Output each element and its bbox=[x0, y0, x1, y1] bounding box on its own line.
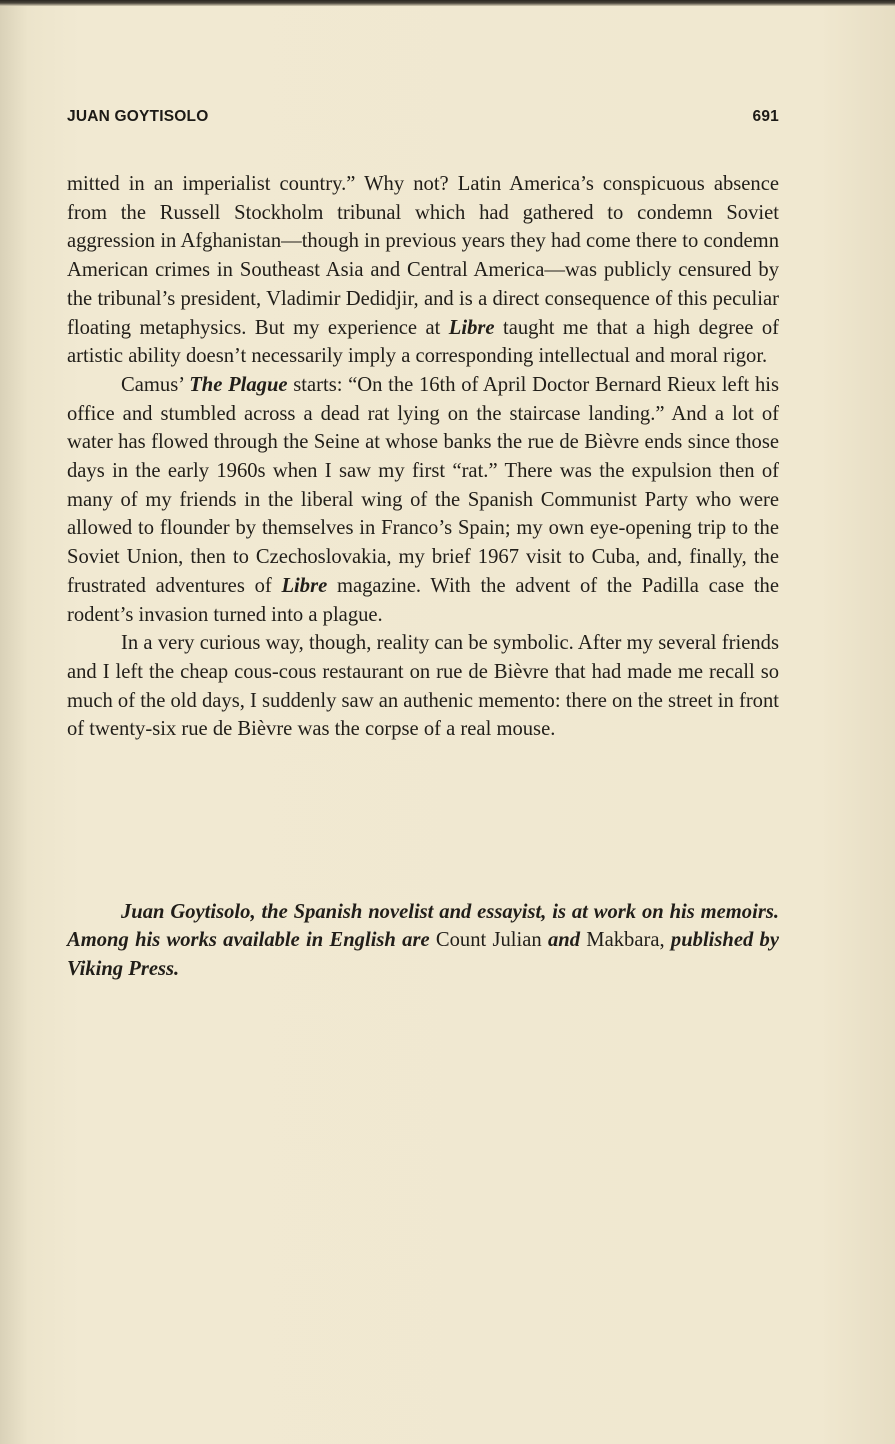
plague-title: The Plague bbox=[189, 373, 288, 396]
page-header bbox=[67, 108, 779, 134]
paragraph-1-text-b: taught me that a high degree of artistic ability doesn’t necessarily imply a corresponding intellectual and moral rigor. bbox=[67, 316, 779, 368]
libre-title-2: Libre bbox=[281, 574, 328, 597]
paragraph-2-text-a: Camus’ bbox=[121, 373, 190, 396]
libre-title-1: Libre bbox=[448, 316, 495, 339]
author-bio-text-b: published by Viking Press. bbox=[67, 929, 779, 980]
article-body bbox=[67, 170, 779, 744]
book-title-count-julian: Count Julian bbox=[435, 929, 542, 952]
page-number: 691 bbox=[752, 108, 779, 125]
paragraph-1 bbox=[67, 170, 779, 371]
paragraph-2-text-b: starts: “On the 16th of April Doctor Bernard Rieux left his office and stumbled across a dead rat lying on the staircase landing.” And a lot of water has flowed through the Seine at whose banks the rue de Bièvre ends since those days in the early 1960s when I saw my first “rat.” There was the expulsion then of many of my friends in the liberal wing of the Spanish Communist Party who were allowed to flounder by themselves in Franco’s Spain; my own eye-opening trip to the Soviet Union, then to Czechoslovakia, my brief 1967 visit to Cuba, and, finally, the frustrated adventures of bbox=[67, 373, 779, 597]
paragraph-3: In a very curious way, though, reality can be symbolic. After my several friends and I left the cheap cous-cous restaurant on rue de Bièvre that had made me recall so much of the old days, I suddenly saw an authenic memento: there on the street in front of twenty-six rue de Bièvre was the corpse of a real mouse. bbox=[67, 632, 780, 741]
author-bio-text-a: Juan Goytisolo, the Spanish novelist and essayist, is at work on his memoirs. Among his works available in English are bbox=[67, 900, 779, 952]
paragraph-1-text-a: mitted in an imperialist country.” Why not? Latin America’s conspicuous absence from the Russell Stockholm tribunal which had gathered to condemn Soviet aggression in Afghanistan—though in previous years they had come there to condemn American crimes in Southeast Asia and Central America—was publicly censured by the tribunal’s president, Vladimir Dedidjir, and is a direct consequence of this peculiar floating metaphysics. But my experience at bbox=[67, 173, 779, 339]
book-title-makbara: Makbara, bbox=[586, 929, 665, 952]
author-bio bbox=[67, 898, 779, 984]
author-bio-and: and bbox=[541, 929, 587, 952]
page-top-edge bbox=[0, 0, 895, 6]
paragraph-2-text-c: magazine. With the advent of the Padilla case the rodent’s invasion turned into a plague. bbox=[67, 574, 779, 626]
paragraph-2 bbox=[67, 371, 779, 629]
running-head: JUAN GOYTISOLO bbox=[67, 108, 209, 125]
